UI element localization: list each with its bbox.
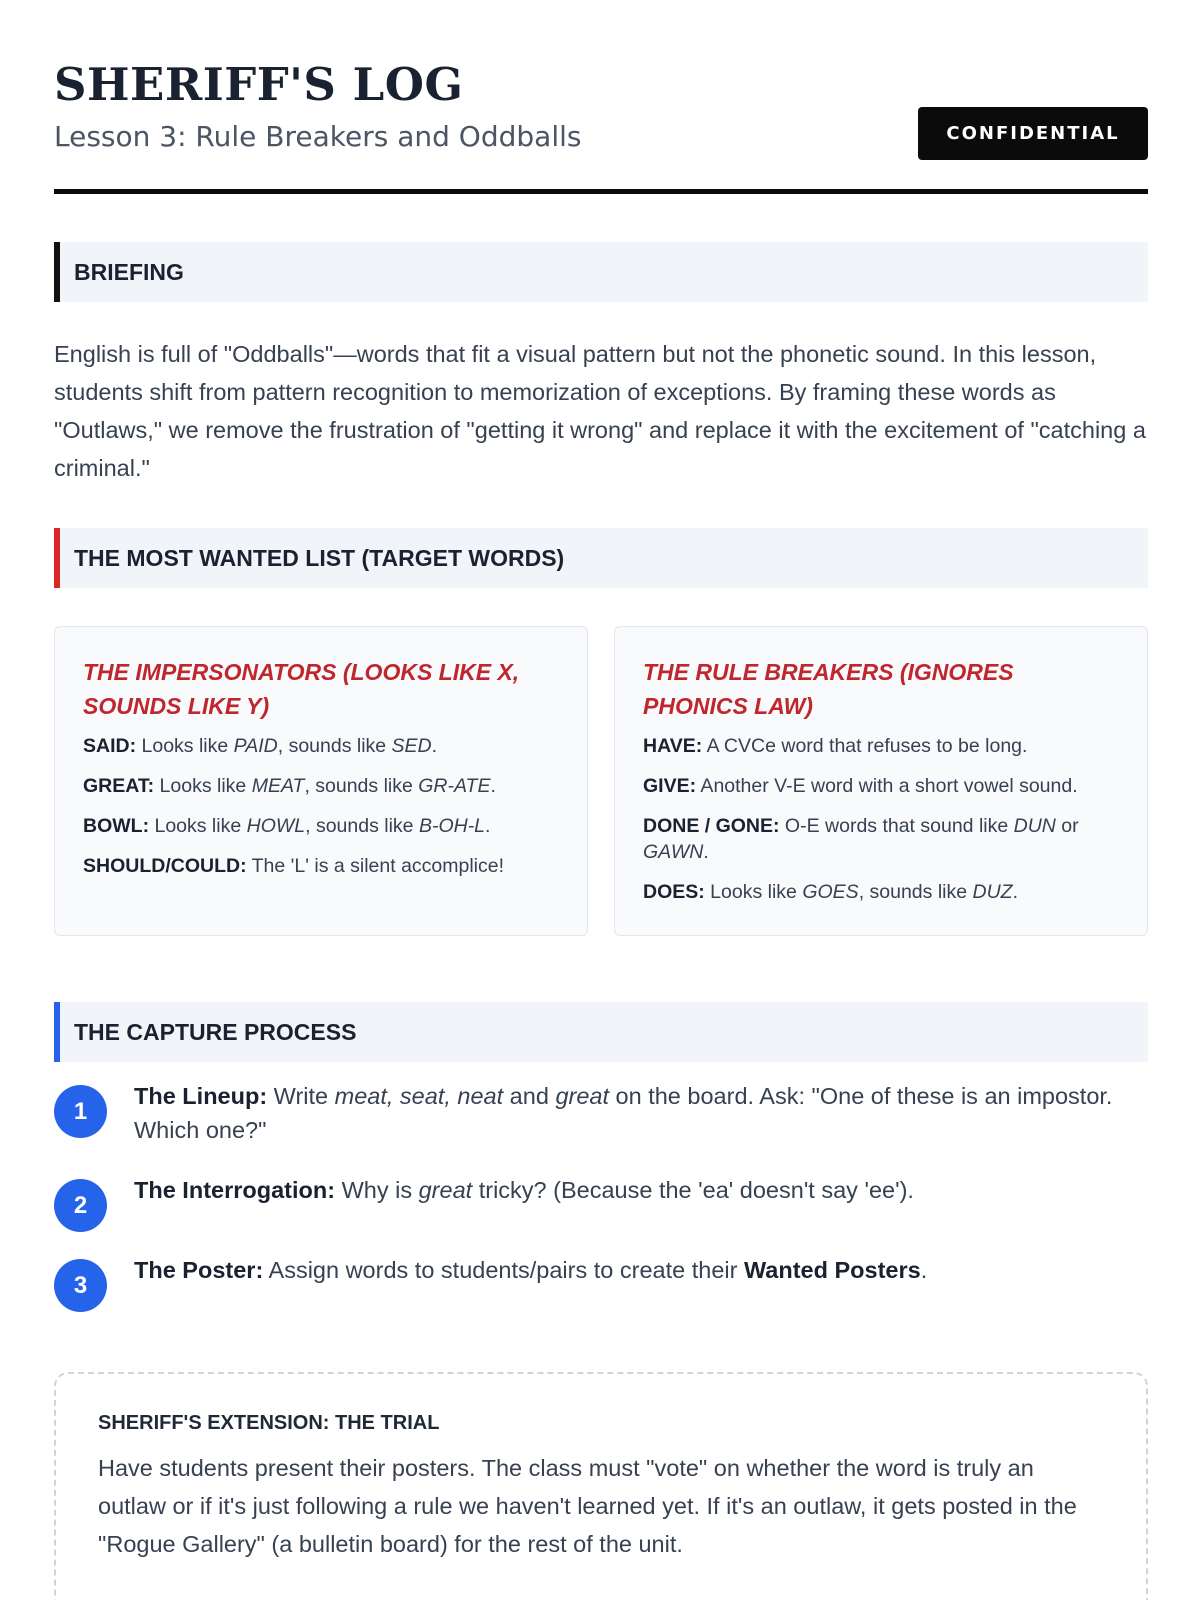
lesson-page: [54, 0, 1148, 1557]
sheriff-extension-box: [54, 1372, 1148, 1600]
wanted-cards: [54, 626, 1148, 936]
extension-title: SHERIFF'S EXTENSION: THE TRIAL: [98, 1412, 440, 1434]
impersonators-title: THE IMPERSONATORS (LOOKS LIKE X, SOUNDS LIKE Y): [83, 659, 520, 719]
briefing-text: English is full of "Oddballs"—words that fit a visual pattern but not the phonetic sound. In this lesson, students shift from pattern recognition to memorization of exceptions. By framing these words as "Outlaws," we remove the frustration of "getting it wrong" and replace it with the excitement of "catching a criminal.": [54, 341, 1146, 481]
list-item: SHOULD/COULD: The 'L' is a silent accomplice!: [83, 855, 505, 877]
step-number-badge: 1: [54, 1085, 107, 1138]
impersonators-card: [54, 626, 588, 936]
list-item: DONE / GONE: O-E words that sound like DUN or GAWN.: [643, 815, 1079, 863]
list-item: HAVE: A CVCe word that refuses to be long.: [643, 735, 1028, 757]
list-item: DOES: Looks like GOES, sounds like DUZ.: [643, 881, 1018, 903]
briefing-heading: BRIEFING: [54, 242, 1148, 302]
confidential-badge: CONFIDENTIAL: [918, 107, 1148, 160]
page-header: [54, 0, 1148, 194]
step-number-badge: 2: [54, 1179, 107, 1232]
step-number-badge: 3: [54, 1259, 107, 1312]
rule-breakers-title: THE RULE BREAKERS (IGNORES PHONICS LAW): [643, 659, 1014, 719]
step-text: The Poster: Assign words to students/pairs to create their Wanted Posters.: [134, 1257, 928, 1283]
list-item: BOWL: Looks like HOWL, sounds like B-OH-L.: [83, 815, 491, 837]
rule-breakers-card: [614, 626, 1148, 936]
list-item: GREAT: Looks like MEAT, sounds like GR-ATE.: [83, 775, 496, 797]
page-title: SHERIFF'S LOG: [54, 58, 464, 111]
capture-process-heading: THE CAPTURE PROCESS: [54, 1002, 1148, 1062]
list-item: SAID: Looks like PAID, sounds like SED.: [83, 735, 438, 757]
step-text: The Interrogation: Why is great tricky? (Because the 'ea' doesn't say 'ee').: [134, 1177, 914, 1203]
page-subtitle: Lesson 3: Rule Breakers and Oddballs: [54, 120, 582, 153]
extension-text: Have students present their posters. The class must "vote" on whether the word is truly an outlaw or if it's just following a rule we haven't learned yet. If it's an outlaw, it gets posted in the "Rogue Gallery" (a bulletin board) for the rest of the unit.: [98, 1455, 1077, 1557]
step-text: The Lineup: Write meat, seat, neat and great on the board. Ask: "One of these is an impostor. Which one?": [134, 1083, 1113, 1143]
most-wanted-heading: THE MOST WANTED LIST (TARGET WORDS): [54, 528, 1148, 588]
list-item: GIVE: Another V-E word with a short vowel sound.: [643, 775, 1078, 797]
